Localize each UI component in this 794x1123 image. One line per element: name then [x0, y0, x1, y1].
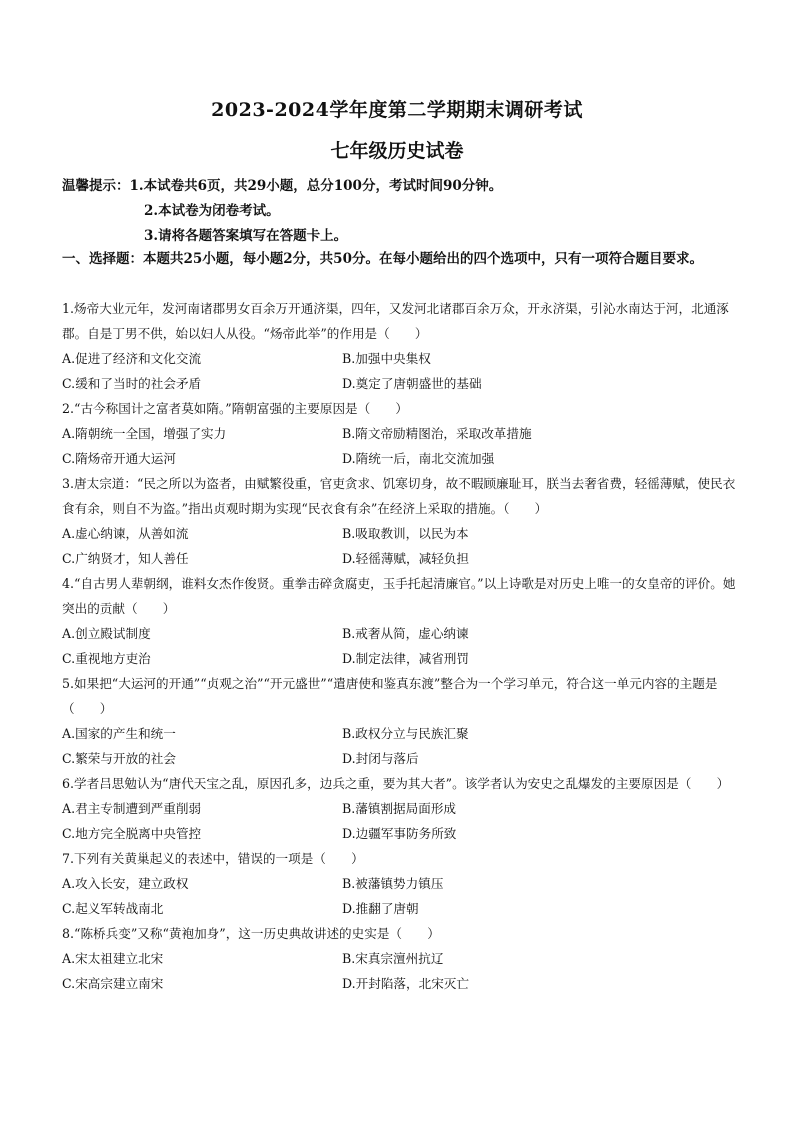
option-d: D.轻徭薄赋，减轻负担 — [342, 551, 469, 566]
question-options — [62, 871, 737, 921]
option-d: D.封闭与落后 — [342, 751, 419, 766]
option-b: B.吸取教训，以民为本 — [342, 526, 469, 541]
exam-subtitle: 七年级历史试卷 — [330, 140, 464, 162]
question-options — [62, 346, 737, 396]
tip-item: 2.本试卷为闭卷考试。 — [144, 203, 280, 219]
option-d: D.隋统一后，南北交流加强 — [342, 451, 495, 466]
question-item — [62, 771, 737, 846]
option-b: B.被藩镇势力镇压 — [342, 876, 444, 891]
question-options — [62, 796, 737, 846]
option-c: C.宋高宗建立南宋 — [62, 976, 164, 991]
option-b: B.戒奢从简，虚心纳谏 — [342, 626, 469, 641]
tip-row — [62, 199, 502, 224]
question-stem: 8.“陈桥兵变”又称“黄袍加身”，这一历史典故讲述的史实是（ ） — [62, 926, 440, 941]
question-item — [62, 571, 737, 671]
question-item — [62, 296, 737, 396]
option-c: C.繁荣与开放的社会 — [62, 751, 176, 766]
question-stem: 2.“古今称国计之富者莫如隋。”隋朝富强的主要原因是（ ） — [62, 401, 409, 416]
option-a: A.隋朝统一全国，增强了实力 — [62, 426, 227, 441]
question-stem: 5.如果把“大运河的开通”“贞观之治”“开元盛世”“遣唐使和鉴真东渡”整合为一个学习单元，符合这一单元内容的主题是（ ） — [62, 676, 718, 716]
tip-row — [62, 224, 502, 249]
question-item — [62, 671, 737, 771]
question-stem: 1.炀帝大业元年，发河南诸郡男女百余万开通济渠，四年，又发河北诸郡百余万众，开永济渠，引沁水南达于河，北通涿郡。自是丁男不供，始以妇人从役。“炀帝此举”的作用是（ ） — [62, 301, 729, 341]
option-c: C.缓和了当时的社会矛盾 — [62, 376, 202, 391]
option-d: D.推翻了唐朝 — [342, 901, 419, 916]
question-item — [62, 921, 737, 996]
option-a: A.虚心纳谏，从善如流 — [62, 526, 189, 541]
question-stem: 3.唐太宗道：“民之所以为盗者，由赋繁役重，官吏贪求、饥寒切身，故不暇顾廉耻耳，朕当去奢省费，轻徭薄赋，使民衣食有余，则自不为盗。”指出贞观时期为实现“民衣食有余”在经济上采取的措施。（ ） — [62, 476, 736, 516]
tip-row — [62, 174, 502, 199]
tip-item: 3.请将各题答案填写在答题卡上。 — [144, 228, 348, 244]
question-item — [62, 396, 737, 471]
option-c: C.广纳贤才，知人善任 — [62, 551, 189, 566]
question-item — [62, 846, 737, 921]
option-c: C.重视地方吏治 — [62, 651, 151, 666]
option-c: C.隋炀帝开通大运河 — [62, 451, 176, 466]
option-b: B.政权分立与民族汇聚 — [342, 726, 469, 741]
option-d: D.边疆军事防务所致 — [342, 826, 457, 841]
question-options — [62, 621, 737, 671]
question-options — [62, 421, 737, 471]
question-item — [62, 471, 737, 571]
option-a: A.宋太祖建立北宋 — [62, 951, 164, 966]
exam-title: 2023-2024学年度第二学期期末调研考试 — [211, 99, 583, 121]
section-heading: 一、选择题：本题共25小题，每小题2分，共50分。在每小题给出的四个选项中，只有一项符合题目要求。 — [62, 251, 703, 267]
option-d: D.开封陷落，北宋灭亡 — [342, 976, 469, 991]
option-a: A.促进了经济和文化交流 — [62, 351, 202, 366]
option-a: A.攻入长安，建立政权 — [62, 876, 189, 891]
option-c: C.地方完全脱离中央管控 — [62, 826, 202, 841]
question-stem: 4.“自古男人辈朝纲，谁料女杰作俊贤。重拳击碎贪腐吏，玉手托起清廉官。”以上诗歌是对历史上唯一的女皇帝的评价。她突出的贡献（ ） — [62, 576, 736, 616]
question-stem: 7.下列有关黄巢起义的表述中，错误的一项是（ ） — [62, 851, 364, 866]
option-d: D.制定法律，减省刑罚 — [342, 651, 469, 666]
option-b: B.藩镇割据局面形成 — [342, 801, 457, 816]
option-a: A.君主专制遭到严重削弱 — [62, 801, 202, 816]
tips-label: 温馨提示： — [62, 178, 130, 194]
question-options — [62, 721, 737, 771]
option-b: B.隋文帝励精图治，采取改革措施 — [342, 426, 532, 441]
option-a: A.国家的产生和统一 — [62, 726, 176, 741]
question-options — [62, 521, 737, 571]
option-b: B.宋真宗澶州抗辽 — [342, 951, 444, 966]
question-list — [62, 296, 737, 996]
question-options — [62, 946, 737, 996]
tips-block — [62, 174, 502, 249]
tip-item: 1.本试卷共6页，共29小题，总分100分，考试时间90分钟。 — [129, 178, 503, 194]
option-b: B.加强中央集权 — [342, 351, 431, 366]
option-c: C.起义军转战南北 — [62, 901, 164, 916]
option-a: A.创立殿试制度 — [62, 626, 151, 641]
question-stem: 6.学者吕思勉认为“唐代天宝之乱，原因孔多，边兵之重，要为其大者”。该学者认为安史之乱爆发的主要原因是（ ） — [62, 776, 730, 791]
option-d: D.奠定了唐朝盛世的基础 — [342, 376, 482, 391]
